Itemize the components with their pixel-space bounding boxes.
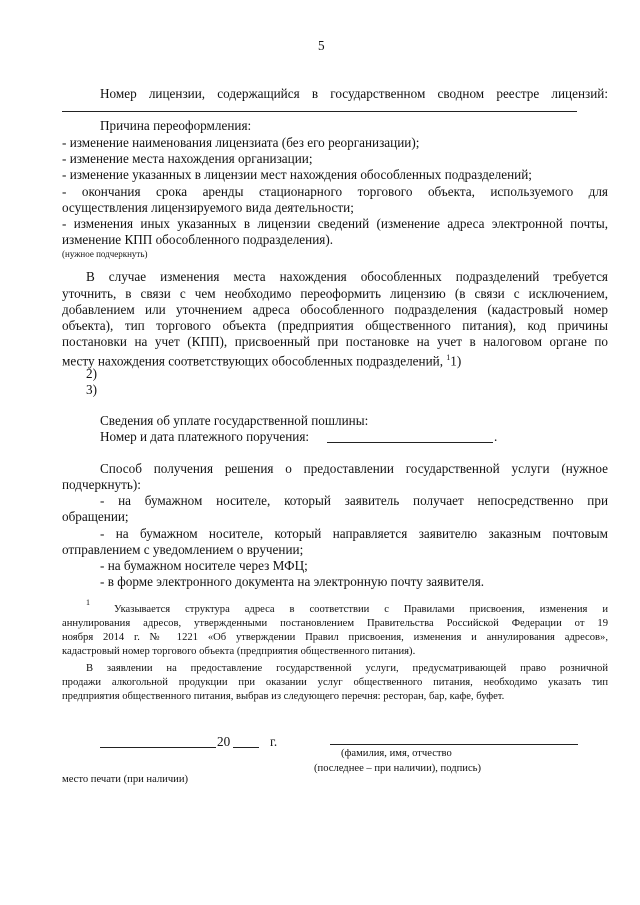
subdivision-item-3: 3)	[86, 382, 97, 397]
reason-item: - изменение места нахождения организации;	[62, 151, 313, 166]
footnote-text: ноября 2014 г. № 1221 «Об утверждении Правил присвоения, изменения и аннулирования адресов»,	[62, 632, 608, 643]
year-prefix: 20	[217, 734, 231, 749]
reason-note: (нужное подчеркнуть)	[62, 249, 148, 259]
name-caption-2: (последнее – при наличии), подпись)	[314, 763, 482, 774]
method-option[interactable]: - на бумажном носителе, который направляется заявителю заказным почтовым	[100, 526, 608, 541]
footnote-text: Указывается структура адреса в соответствии с Правилами присвоения, изменения и	[114, 604, 608, 615]
method-option[interactable]: - на бумажном носителе, который заявитель получает непосредственно при	[100, 493, 608, 508]
footnote-mark: 1	[446, 353, 451, 362]
license-number-label: Номер лицензии, содержащийся в государственном сводном реестре лицензий:	[100, 86, 608, 101]
subdivision-text: месту нахождения соответствующих обособленных подразделений,	[62, 353, 443, 369]
reason-item: - окончания срока аренды стационарного торгового объекта, используемого для	[62, 184, 608, 199]
reason-title: Причина переоформления:	[100, 118, 252, 133]
stamp-caption: место печати (при наличии)	[62, 774, 189, 785]
payment-label: Номер и дата платежного поручения:	[100, 429, 310, 444]
footnote-text: аннулирования адресов, утвержденными постановлением Правительства Российской Федерации от 19	[62, 618, 608, 629]
subdivision-text: постановки на учет (КПП), присвоенный при постановке на учет в налоговом органе по	[62, 334, 608, 349]
reason-item: осуществления лицензируемого вида деятельности;	[62, 200, 354, 215]
year-field[interactable]	[233, 747, 259, 748]
subdivision-item-2: 2)	[86, 366, 97, 381]
footnote-text: предприятия общественного питания, выбрав из следующего перечня: ресторан, бар, кафе, буфет.	[62, 691, 505, 702]
payment-period: .	[494, 429, 498, 444]
reason-item: изменение КПП обособленного подразделения).	[62, 232, 334, 247]
subdivision-text: В случае изменения места нахождения обособленных подразделений требуется	[86, 269, 608, 284]
footnote-text: продажи алкогольной продукции при оказании услуг общественного питания, необходимо указать тип	[62, 677, 608, 688]
payment-order-field[interactable]	[327, 442, 493, 443]
footnote-mark: 1	[86, 598, 90, 607]
method-text: Способ получения решения о предоставлении государственной услуги (нужное	[100, 461, 608, 476]
license-number-field[interactable]	[62, 111, 577, 112]
reason-item: - изменение наименования лицензиата (без его реорганизации);	[62, 135, 420, 150]
subdivision-text-last	[62, 350, 461, 369]
method-option[interactable]: - на бумажном носителе через МФЦ;	[100, 558, 308, 573]
page-number: 5	[318, 38, 325, 53]
method-text: отправлением с уведомлением о вручении;	[62, 542, 304, 557]
footnote-text: кадастровый номер торгового объекта (предприятия общественного питания).	[62, 646, 416, 657]
signature-field[interactable]	[330, 744, 578, 745]
reason-item: - изменения иных указанных в лицензии сведений (изменение адреса электронной почты,	[62, 216, 608, 231]
subdivision-text: объекта), тип торгового объекта (предприятия общественного питания), код причины	[62, 318, 608, 333]
reason-item: - изменение указанных в лицензии мест нахождения обособленных подразделений;	[62, 167, 532, 182]
footnote-text: В заявлении на предоставление государственной услуги, предусматривающей право розничной	[86, 663, 608, 674]
subdivision-item-1: 1)	[450, 353, 462, 369]
method-text: обращении;	[62, 509, 129, 524]
subdivision-text: уточнить, в связи с чем необходимо переоформить лицензию (в связи с исключением,	[62, 286, 608, 301]
method-option[interactable]: - в форме электронного документа на электронную почту заявителя.	[100, 574, 485, 589]
fee-title: Сведения об уплате государственной пошлины:	[100, 413, 369, 428]
subdivision-text: добавлением или уточнением адреса обособленного подразделения (кадастровый номер	[62, 302, 608, 317]
name-caption: (фамилия, имя, отчество	[341, 748, 452, 759]
date-field[interactable]	[100, 747, 216, 748]
method-text: подчеркнуть):	[62, 477, 141, 492]
year-suffix: г.	[270, 734, 278, 749]
